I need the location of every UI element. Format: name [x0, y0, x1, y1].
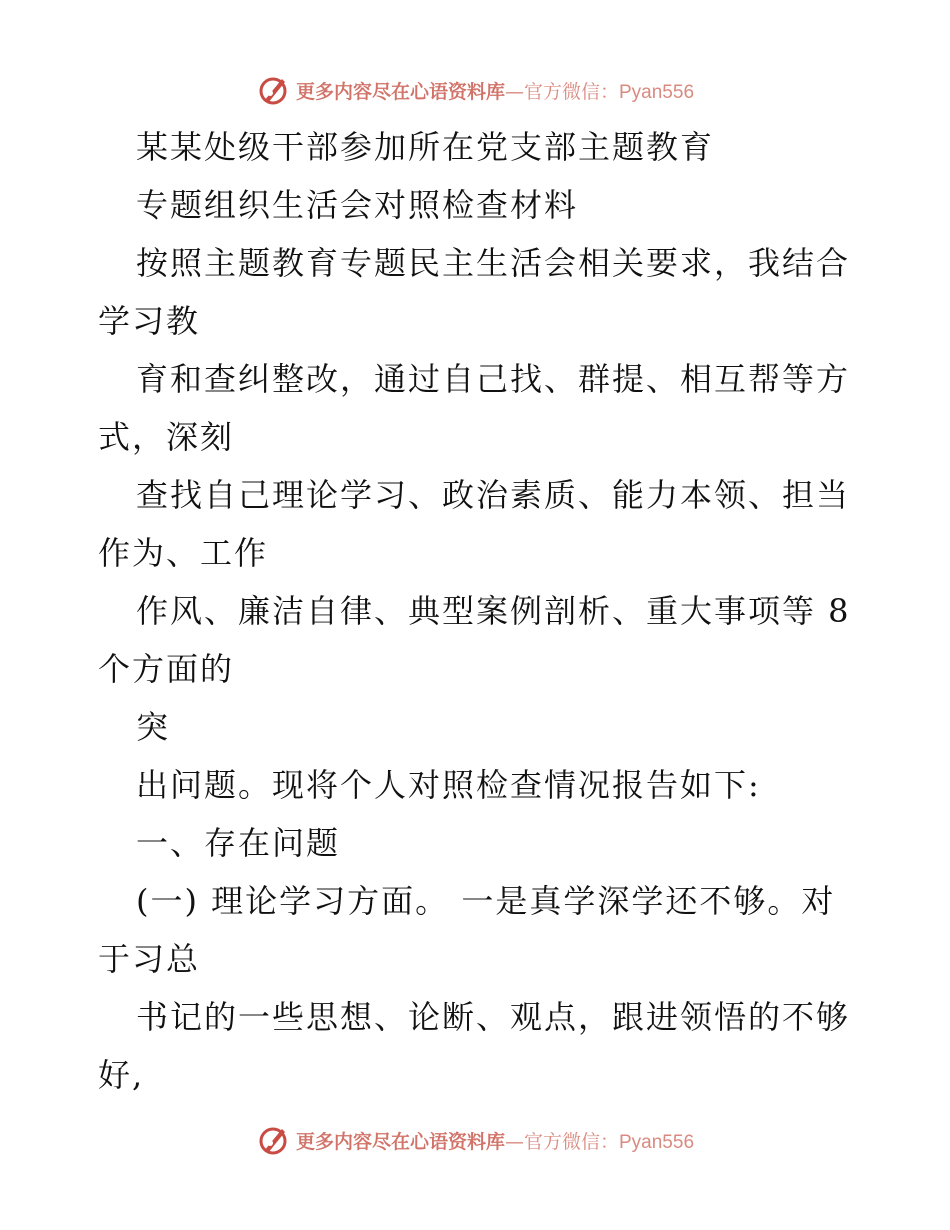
text-line: 于习总	[98, 940, 201, 978]
text-line: 式，深刻	[98, 418, 235, 456]
quill-logo-icon	[256, 73, 290, 107]
watermark-text: 更多内容尽在心语资料库—官方微信：Pyan556	[295, 1130, 695, 1153]
text-line: 学习教	[98, 302, 201, 340]
header-watermark	[0, 70, 950, 110]
text-line: 好,	[98, 1056, 145, 1094]
text-line: (一) 理论学习方面。 一是真学深学还不够。对	[136, 882, 836, 920]
text-line: 书记的一些思想、论断、观点，跟进领悟的不够	[136, 998, 851, 1036]
text-line: 查找自己理论学习、政治素质、能力本领、担当	[136, 476, 851, 514]
text-line: 专题组织生活会对照检查材料	[136, 186, 579, 224]
document-body	[98, 118, 858, 1104]
text-line: 出问题。现将个人对照检查情况报告如下:	[136, 766, 761, 804]
quill-logo-icon	[256, 1123, 290, 1157]
text-line: 育和查纠整改，通过自己找、群提、相互帮等方	[136, 360, 851, 398]
text-line: 某某处级干部参加所在党支部主题教育	[136, 128, 715, 166]
watermark-text: 更多内容尽在心语资料库—官方微信：Pyan556	[295, 80, 695, 103]
text-line: 按照主题教育专题民主生活会相关要求，我结合	[136, 244, 851, 282]
text-line: 作为、工作	[98, 534, 269, 572]
text-line: 一、存在问题	[136, 824, 341, 862]
footer-watermark	[0, 1120, 950, 1160]
text-line: 突	[136, 708, 171, 746]
text-line: 个方面的	[98, 650, 235, 688]
text-line: 作风、廉洁自律、典型案例剖析、重大事项等 8	[136, 592, 851, 630]
